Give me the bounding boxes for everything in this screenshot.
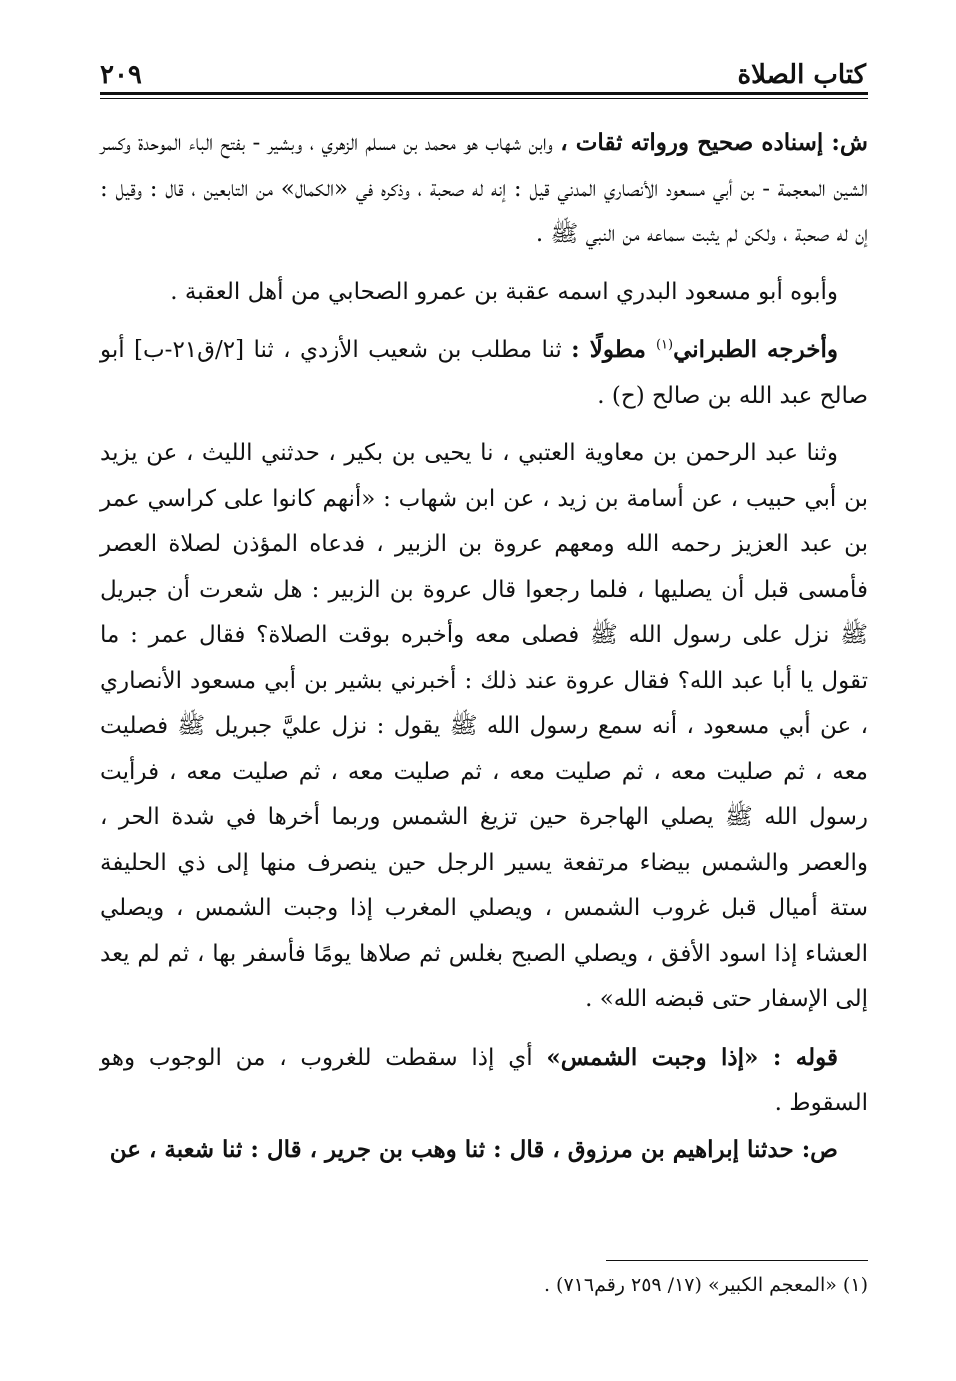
paragraph-body: أي إذا سقطت للغروب ، من الوجوب وهو السقوط . [100, 1044, 868, 1116]
paragraph-lead: قوله : «إذا وجبت الشمس» [546, 1043, 838, 1071]
paragraph-lead-2: مطولًا : [571, 336, 656, 363]
page-number: ٢٠٩ [100, 60, 142, 90]
paragraph-sharh [100, 120, 868, 258]
footnote-marker: (١) [655, 337, 674, 353]
footnote-rule [606, 1260, 868, 1261]
paragraph-abuhu [100, 270, 868, 316]
paragraph-body: وثنا عبد الرحمن بن معاوية العتبي ، نا يحيى بن بكير ، حدثني الليث ، عن يزيد بن أبي حبيب ، عن أسامة بن زيد ، عن ابن شهاب : «أنهم كانوا على كراسي عمر بن عبد العزيز رحمه الله ومعهم عروة بن الزبير ، فدعاه المؤذن لصلاة العصر فأمسى قبل أن يصليها ، فلما رجعوا قال عروة بن الزبير : هل شعرت أن جبريل ﷺ نزل على رسول الله ﷺ فصلى معه وأخبره بوقت الصلاة؟ فقال عمر : ما تقول يا أبا عبد الله؟ فقال عروة عند ذلك : أخبرني بشير بن أبي مسعود الأنصاري ، عن أبي مسعود ، أنه سمع رسول الله ﷺ يقول : نزل عليَّ جبريل ﷺ فصليت معه ، ثم صليت معه ، ثم صليت معه ، ثم صليت معه ، ثم صليت معه ، فرأيت رسول الله ﷺ يصلي الهاجرة حين تزيغ الشمس وربما أخرها في شدة الحر ، والعصر والشمس بيضاء مرتفعة يسير الرجل حين ينصرف منها إلى ذي الحليفة ستة أميال قبل غروب الشمس ، ويصلي المغرب إذا وجبت الشمس ، ويصلي العشاء إذا اسود الأفق ، ويصلي الصبح بغلس ثم صلاها يومًا فأسفر بها ، ثم لم يعد إلى الإسفار حتى قبضه الله» . [100, 440, 868, 1012]
page-header [100, 44, 866, 90]
main-text [100, 120, 868, 1173]
header-rule-thin [100, 98, 868, 99]
paragraph-lead: ش: إسناده صحيح ورواته ثقات ، [560, 129, 868, 156]
paragraph-body: وابن شهاب هو محمد بن مسلم الزهري ، وبشير - بفتح الباء الموحدة وكسر الشين المعجمة - بن أبي مسعود الأنصاري المدني قيل : إنه له صحبة ، وذكره في «الكمال» من التابعين ، قال : وقيل : إن له صحبة ، ولكن لم يثبت سماعه من النبي ﷺ . [100, 130, 868, 247]
paragraph-body: ثنا مطلب بن شعيب الأزدي ، ثنا [٢/ق٢١-ب] أبو صالح عبد الله بن صالح (ح) . [100, 337, 868, 409]
header-rule-thick [100, 92, 868, 95]
paragraph-hadith [100, 431, 868, 1023]
footnote: (١) «المعجم الكبير» (١٧/ ٢٥٩ رقم٧١٦) . [543, 1274, 868, 1296]
running-title: كتاب الصلاة [737, 60, 866, 90]
paragraph-lead: ص: حدثنا إبراهيم بن مرزوق ، قال : ثنا وهب بن جرير ، قال : ثنا شعبة ، عن [109, 1135, 838, 1163]
paragraph-qawluhu [100, 1035, 868, 1127]
paragraph-body: وأبوه أبو مسعود البدري اسمه عقبة بن عمرو الصحابي من أهل العقبة . [170, 278, 838, 305]
paragraph-takhrij [100, 327, 868, 419]
paragraph-lead: وأخرجه الطبراني [673, 336, 838, 363]
paragraph-sad [100, 1127, 868, 1174]
